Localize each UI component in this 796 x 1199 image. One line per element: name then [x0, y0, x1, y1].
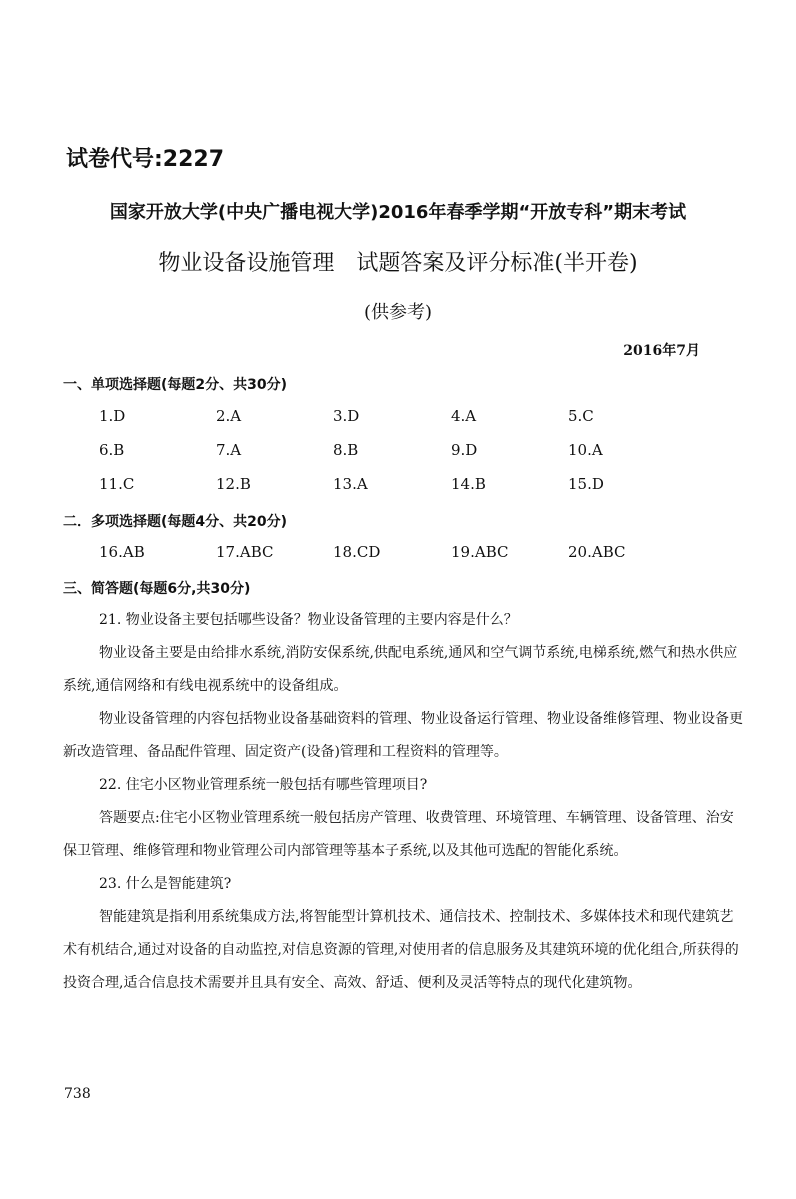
section2-title: 二．多项选择题(每题4分、共20分): [63, 514, 288, 530]
section3-title: 三、简答题(每题6分,共30分): [63, 581, 251, 597]
answer-cell: 8.B: [333, 441, 359, 459]
answer-cell: 20.ABC: [568, 543, 626, 561]
answer-cell: 11.C: [99, 475, 135, 493]
answer-cell: 5.C: [568, 407, 594, 425]
answer-cell: 13.A: [333, 475, 368, 493]
answer-cell: 19.ABC: [451, 543, 509, 561]
answer-cell: 6.B: [99, 441, 125, 459]
exam-title: 国家开放大学(中央广播电视大学)2016年春季学期“开放专科”期末考试: [109, 202, 687, 223]
answer-cell: 9.D: [451, 441, 478, 459]
answer-row: [99, 475, 659, 495]
answer-22: 答题要点:住宅小区物业管理系统一般包括房产管理、收费管理、环境管理、车辆管理、设备管理、治安保卫管理、维修管理和物业管理公司内部管理等基本子系统,以及其他可选配的智能化系统。: [63, 810, 734, 859]
answer-23: 智能建筑是指利用系统集成方法,将智能型计算机技术、通信技术、控制技术、多媒体技术和现代建筑艺术有机结合,通过对设备的自动监控,对信息资源的管理,对使用者的信息服务及其建筑环境的优化组合,所获得的投资合理,适合信息技术需要并且具有安全、高效、舒适、便利及灵活等特点的现代化建筑物。: [63, 909, 739, 991]
answer-cell: 12.B: [216, 475, 251, 493]
course-title: 物业设备设施管理 试题答案及评分标准(半开卷): [158, 251, 638, 276]
section3-body: [63, 604, 743, 1000]
question-21: 21. 物业设备主要包括哪些设备？物业设备管理的主要内容是什么？: [99, 612, 518, 628]
answer-cell: 2.A: [216, 407, 242, 425]
page-number: 738: [64, 1086, 91, 1102]
question-22: 22. 住宅小区物业管理系统一般包括有哪些管理项目?: [99, 777, 428, 793]
answer-cell: 14.B: [451, 475, 486, 493]
exam-code: 试卷代号:2227: [66, 147, 225, 172]
answer-cell: 10.A: [568, 441, 603, 459]
answer-cell: 4.A: [451, 407, 477, 425]
answer-cell: 1.D: [99, 407, 126, 425]
reference-note: (供参考): [363, 302, 433, 323]
answer-row: [99, 407, 659, 427]
section1-title: 一、单项选择题(每题2分、共30分): [63, 377, 288, 393]
answer-cell: 15.D: [568, 475, 604, 493]
answer-cell: 16.AB: [99, 543, 145, 561]
answer-row: [99, 543, 659, 563]
answer-cell: 18.CD: [333, 543, 381, 561]
answer-cell: 17.ABC: [216, 543, 274, 561]
answer-row: [99, 441, 659, 461]
question-23: 23. 什么是智能建筑?: [99, 876, 232, 892]
exam-date: 2016年7月: [623, 343, 700, 359]
answer-21-part1: 物业设备主要是由给排水系统,消防安保系统,供配电系统,通风和空气调节系统,电梯系统,燃气和热水供应系统,通信网络和有线电视系统中的设备组成。: [63, 645, 738, 694]
answer-cell: 3.D: [333, 407, 360, 425]
answer-21-part2: 物业设备管理的内容包括物业设备基础资料的管理、物业设备运行管理、物业设备维修管理、物业设备更新改造管理、备品配件管理、固定资产(设备)管理和工程资料的管理等。: [63, 711, 743, 760]
answer-cell: 7.A: [216, 441, 242, 459]
